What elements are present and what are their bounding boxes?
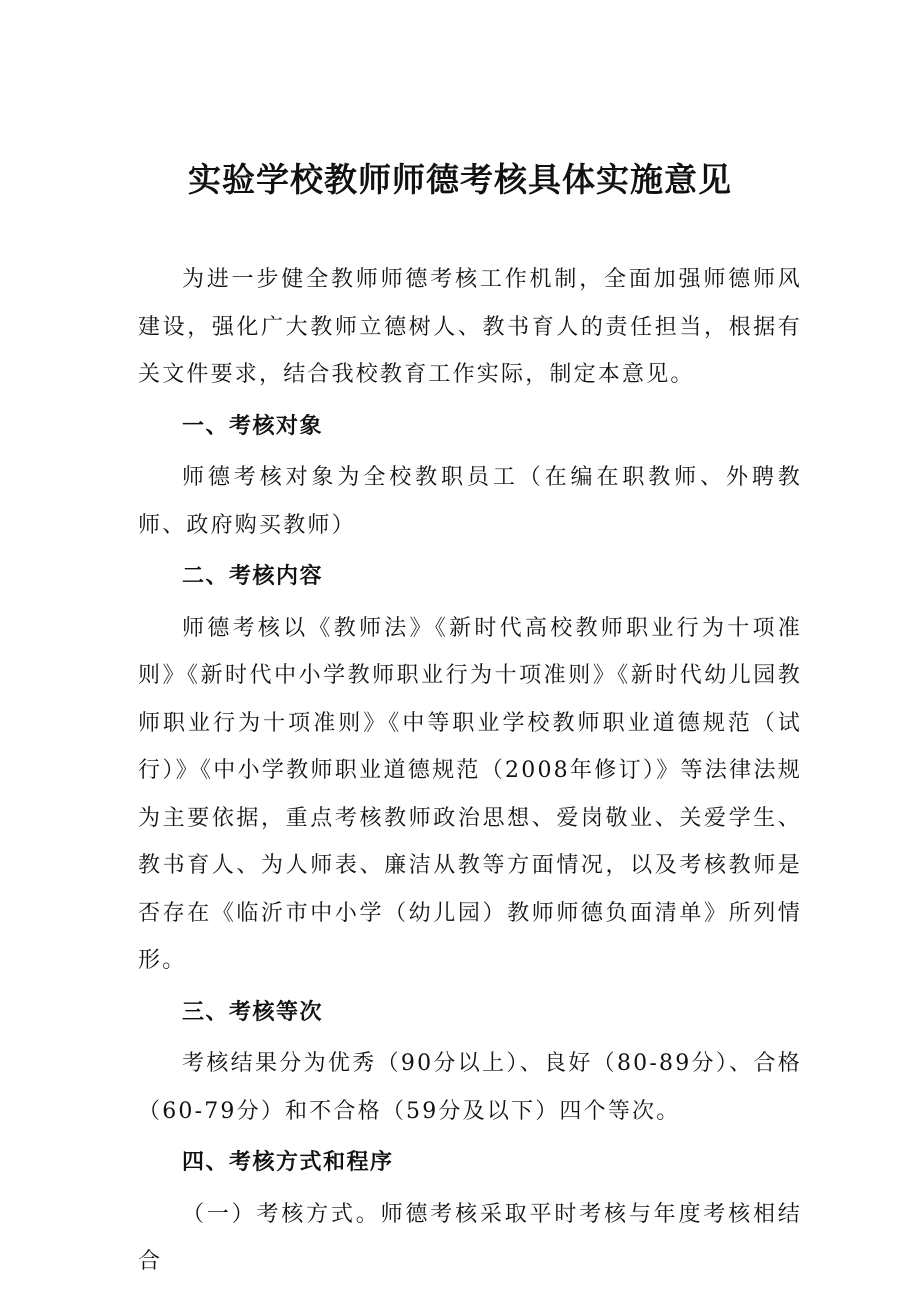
section-text-4: （一）考核方式。师德考核采取平时考核与年度考核相结合 [138,1201,802,1274]
section-heading-3: 三、考核等次 [182,999,324,1025]
section-heading-2: 二、考核内容 [182,564,324,589]
document-body [138,256,802,1286]
section-heading-4: 四、考核方式和程序 [182,1150,394,1175]
section-heading-1: 一、考核对象 [182,413,324,439]
section-text-1: 师德考核对象为全校教职员工（在编在职教师、外聘教师、政府购买教师） [138,465,802,538]
section-text-3: 考核结果分为优秀（90分以上）、良好（80-89分）、合格（60-79分）和不合格（59分及以下）四个等次。 [138,1051,802,1124]
document-title: 实验学校教师师德考核具体实施意见 [188,160,732,199]
intro-paragraph: 为进一步健全教师师德考核工作机制，全面加强师德师风建设，强化广大教师立德树人、教书育人的责任担当，根据有关文件要求，结合我校教育工作实际，制定本意见。 [138,267,802,387]
section-text-2: 师德考核以《教师法》《新时代高校教师职业行为十项准则》《新时代中小学教师职业行为十项准则》《新时代幼儿园教师职业行为十项准则》《中等职业学校教师职业道德规范（试行）》《中小学教师职业道德规范（2008年修订）》等法律法规为主要依据，重点考核教师政治思想、爱岗敬业、关爱学生、教书育人、为人师表、廉洁从教等方面情况，以及考核教师是否存在《临沂市中小学（幼儿园）教师师德负面清单》所列情形。 [138,615,802,973]
